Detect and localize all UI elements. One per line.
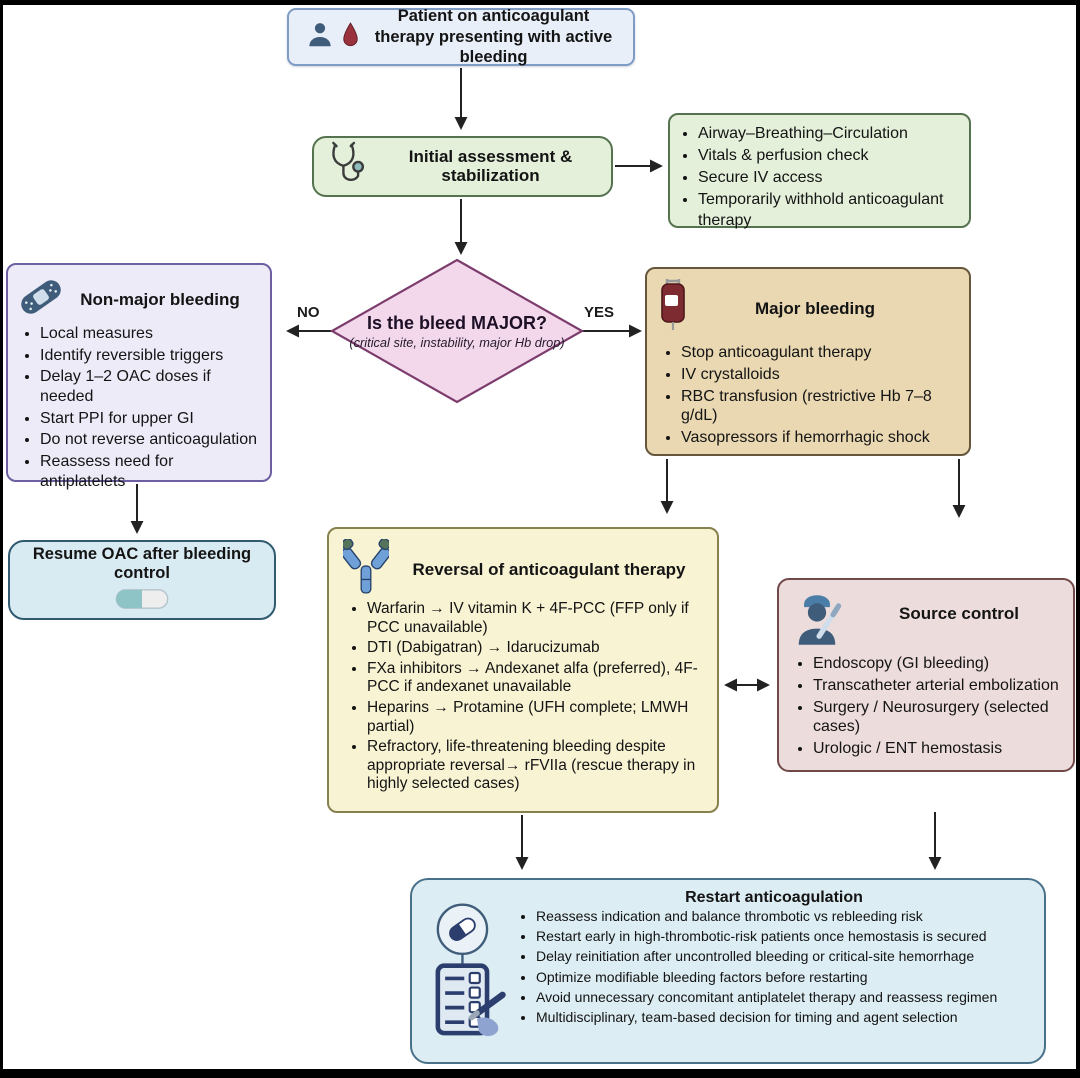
node-resume-oac [8,540,276,620]
list-item: • Reassess need for antiplatelets [40,452,262,491]
list-item: • IV crystalloids [681,365,961,385]
yes-branch-label: YES [584,304,615,321]
frame-right [1076,0,1080,1078]
list-item: • Heparins → Protamine (UFH complete; LMWH partial) [367,699,703,736]
list-item: • Vasopressors if hemorrhagic shock [681,428,961,448]
list-item: • Start PPI for upper GI [40,409,262,429]
node-nonmajor-bleeding [6,263,272,490]
antibody-icon [343,539,389,600]
blood-bag-icon [657,277,689,344]
list-item: • Transcatheter arterial embolization [813,676,1065,696]
node-initial-assessment [312,136,613,197]
list-item: • Airway–Breathing–Circulation [698,124,963,144]
no-branch-label: NO [297,304,320,321]
restart-title: Restart anticoagulation [685,889,863,906]
list-item: • Warfarin → IV vitamin K + 4F-PCC (FFP only if PCC unavailable) [367,600,703,637]
frame-bottom [0,1069,1080,1078]
major-title: Major bleeding [755,299,875,318]
node-patient [287,8,635,66]
list-item: • Vitals & perfusion check [698,146,963,166]
reversal-title: Reversal of anticoagulant therapy [412,559,686,579]
list-item: • Stop anticoagulant therapy [681,343,961,363]
blood-drop-icon [341,22,360,53]
patient-icon [305,20,335,55]
list-item: • Endoscopy (GI bleeding) [813,654,1065,674]
list-item: • Delay reinitiation after uncontrolled bleeding or critical-site hemorrhage [536,947,1036,965]
node-major-bleeding [645,267,971,456]
restart-list [512,907,1036,1026]
list-item: • Temporarily withhold anticoagulant therapy [698,190,963,230]
list-item: • Avoid unnecessary concomitant antiplatelet therapy and reassess regimen [536,988,1036,1006]
list-item: • Urologic / ENT hemostasis [813,739,1065,759]
nonmajor-title: Non-major bleeding [80,289,240,309]
surgeon-icon [789,590,845,655]
list-item: • Delay 1–2 OAC doses if needed [40,367,262,406]
list-item: • Multidisciplinary, team-based decision for timing and agent selection [536,1008,1036,1026]
source-title: Source control [899,604,1019,623]
capsule-icon [114,588,170,615]
list-item: • Restart early in high-thrombotic-risk patients once hemostasis is secured [536,927,1036,945]
stethoscope-icon [326,140,370,193]
patient-title: Patient on anticoagulant therapy presenting with active bleeding [374,7,613,67]
list-item: • DTI (Dabigatran) → Idarucizumab [367,639,703,658]
medication-checklist-icon [426,894,508,1057]
node-restart-anticoagulation [410,878,1046,1064]
node-source-control [777,578,1075,772]
source-list [789,654,1065,759]
list-item: • FXa inhibitors → Andexanet alfa (preferred), 4F-PCC if andexanet unavailable [367,660,703,697]
list-item: • Refractory, life-threatening bleeding despite appropriate reversal→ rFVIIa (rescue therapy in highly selected cases) [367,738,703,794]
list-item: • Reassess indication and balance thrombotic vs rebleeding risk [536,907,1036,925]
decision-question: Is the bleed MAJOR? [366,312,548,333]
frame-left [0,0,3,1078]
resume-title: Resume OAC after bleeding control [32,545,252,582]
node-stabilization-checklist [668,113,971,228]
list-item: • RBC transfusion (restrictive Hb 7–8 g/dL) [681,387,961,427]
list-item: • Do not reverse anticoagulation [40,430,262,450]
decision-criteria: (critical site, instability, major Hb drop) [349,334,565,350]
frame-top [0,0,1080,5]
node-reversal-therapy [327,527,719,813]
initial-assessment-title: Initial assessment & stabilization [408,146,573,185]
list-item: • Surgery / Neurosurgery (selected cases) [813,698,1065,738]
major-list [657,343,961,448]
node-decision-major-bleed [330,258,584,404]
list-item: • Local measures [40,324,262,344]
list-item: • Secure IV access [698,168,963,188]
list-item: • Identify reversible triggers [40,346,262,366]
nonmajor-list [16,324,262,491]
bandage-icon [16,275,66,324]
reversal-list [343,600,703,794]
list-item: • Optimize modifiable bleeding factors before restarting [536,968,1036,986]
stabilization-list [674,124,963,231]
